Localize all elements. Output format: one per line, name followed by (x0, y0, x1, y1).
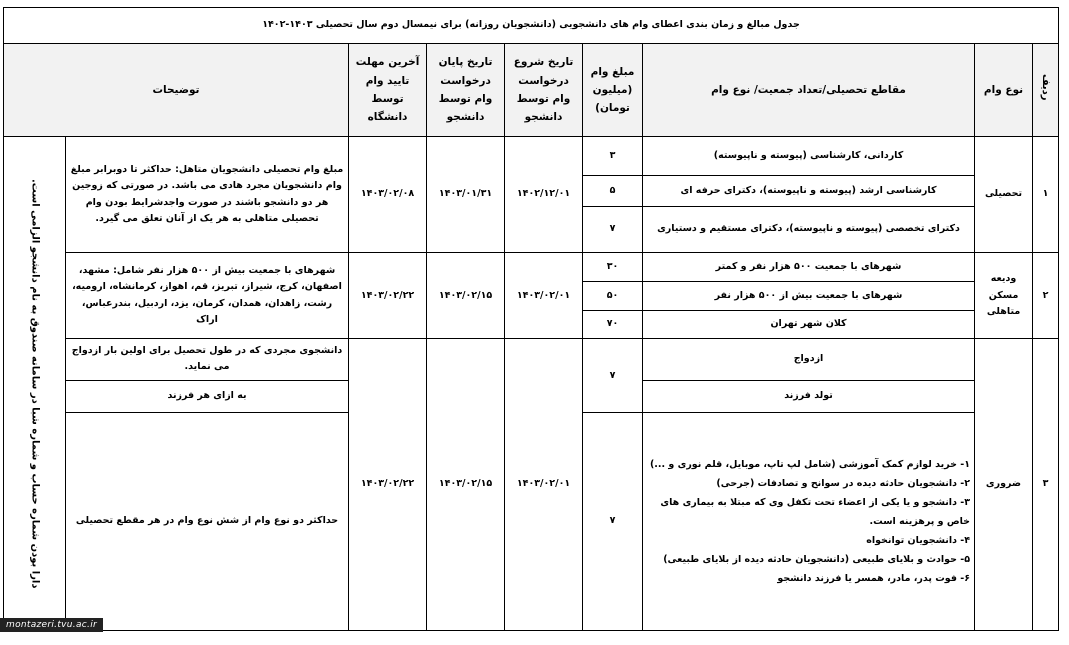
loan-type: ضروری (975, 339, 1033, 631)
table-row (4, 253, 1059, 282)
row-number: ۱ (1033, 137, 1059, 253)
level-label: کلان شهر تهران (643, 310, 975, 339)
row-number: ۳ (1033, 339, 1059, 631)
loan-note: حداکثر دو نوع وام از شش نوع وام در هر مقطع تحصیلی (66, 413, 349, 631)
level-label: شهرهای با جمعیت ۵۰۰ هزار نفر و کمتر (643, 253, 975, 282)
loan-amount: ۷ (583, 413, 643, 631)
loan-amount: ۳ (583, 137, 643, 176)
site-watermark: montazeri.tvu.ac.ir (0, 618, 103, 632)
side-note: دارا بودن شماره حساب و شماره شبا در سامانه صندوق به نام دانشجو الزامی است. (4, 137, 66, 631)
loan-amount: ۷ (583, 339, 643, 413)
header-notes: توضیحات (4, 43, 349, 136)
deadline-date: ۱۴۰۳/۰۲/۲۲ (349, 253, 427, 339)
level-label: کاردانی، کارشناسی (پیوسته و ناپیوسته) (643, 137, 975, 176)
level-label: کارشناسی ارشد (پیوسته و ناپیوسته)، دکترای حرفه ای (643, 176, 975, 207)
header-deadline: آخرین مهلت تایید وام توسط دانشگاه (349, 43, 427, 136)
level-label: شهرهای با جمعیت بیش از ۵۰۰ هزار نفر (643, 282, 975, 311)
level-label: ازدواج (643, 339, 975, 380)
loan-amount: ۵ (583, 176, 643, 207)
table-row (4, 137, 1059, 176)
list-item: ۶- فوت پدر، مادر، همسر یا فرزند دانشجو (777, 573, 971, 585)
loan-note: دانشجوی مجردی که در طول تحصیل برای اولین بار ازدواج می نماید. (66, 339, 349, 380)
list-item: ۳- دانشجو و یا یکی از اعضاء تحت تکفل وی که مبتلا به بیماری های خاص و پرهزینه است. (660, 497, 971, 528)
loan-type: ودیعه مسکن متاهلی (975, 253, 1033, 339)
deadline-date: ۱۴۰۳/۰۲/۲۲ (349, 339, 427, 631)
loan-table (3, 7, 1059, 631)
loan-note: مبلغ وام تحصیلی دانشجویان متاهل: حداکثر تا دوبرابر مبلغ وام دانشجویان مجرد هادی می باشد. در صورتی که زوجین هر دو دانشجو باشند در صورت واجدشرایط بودن وام تحصیلی متاهلی به هر یک از آنان تعلق می گیرد. (66, 137, 349, 253)
end-date: ۱۴۰۳/۰۲/۱۵ (427, 339, 505, 631)
start-date: ۱۴۰۲/۱۲/۰۱ (505, 137, 583, 253)
start-date: ۱۴۰۳/۰۲/۰۱ (505, 339, 583, 631)
list-item: ۲- دانشجویان حادثه دیده در سوانح و تصادفات (جرحی) (716, 478, 971, 490)
loan-amount: ۵۰ (583, 282, 643, 311)
loan-type: تحصیلی (975, 137, 1033, 253)
header-amount: مبلغ وام (میلیون تومان) (583, 43, 643, 136)
emergency-list (643, 413, 975, 631)
header-levels: مقاطع تحصیلی/تعداد جمعیت/ نوع وام (643, 43, 975, 136)
deadline-date: ۱۴۰۳/۰۲/۰۸ (349, 137, 427, 253)
table-row (4, 339, 1059, 380)
end-date: ۱۴۰۳/۰۲/۱۵ (427, 253, 505, 339)
list-item: ۴- دانشجویان توانخواه (866, 535, 971, 547)
end-date: ۱۴۰۳/۰۱/۳۱ (427, 137, 505, 253)
loan-amount: ۷۰ (583, 310, 643, 339)
header-loan-type: نوع وام (975, 43, 1033, 136)
level-label: دکترای تخصصی (پیوسته و ناپیوسته)، دکترای مستقیم و دستیاری (643, 207, 975, 253)
header-row (4, 43, 1059, 136)
loan-note: به ازای هر فرزند (66, 380, 349, 413)
level-label: تولد فرزند (643, 380, 975, 413)
loan-amount: ۷ (583, 207, 643, 253)
start-date: ۱۴۰۳/۰۲/۰۱ (505, 253, 583, 339)
list-item: ۱- خرید لوازم کمک آموزشی (شامل لپ تاپ، موبایل، قلم نوری و ...) (649, 459, 971, 471)
header-row-number: ردیف (1033, 43, 1059, 136)
list-item: ۵- حوادث و بلایای طبیعی (دانشجویان حادثه دیده از بلایای طبیعی) (663, 554, 971, 566)
header-end-date: تاریخ پایان درخواست وام توسط دانشجو (427, 43, 505, 136)
loan-note: شهرهای با جمعیت بیش از ۵۰۰ هزار نفر شامل: مشهد، اصفهان، کرج، شیراز، تبریز، قم، اهواز، کرمانشاه، ارومیه، رشت، زاهدان، همدان، کرمان، یزد، اردبیل، بندرعباس، اراک (66, 253, 349, 339)
loan-amount: ۳۰ (583, 253, 643, 282)
table-title: جدول مبالغ و زمان بندی اعطای وام های دانشجویی (دانشجویان روزانه) برای نیمسال دوم سال تحصیلی ۱۴۰۳-۱۴۰۲ (4, 8, 1059, 44)
header-start-date: تاریخ شروع درخواست وام توسط دانشجو (505, 43, 583, 136)
row-number: ۲ (1033, 253, 1059, 339)
